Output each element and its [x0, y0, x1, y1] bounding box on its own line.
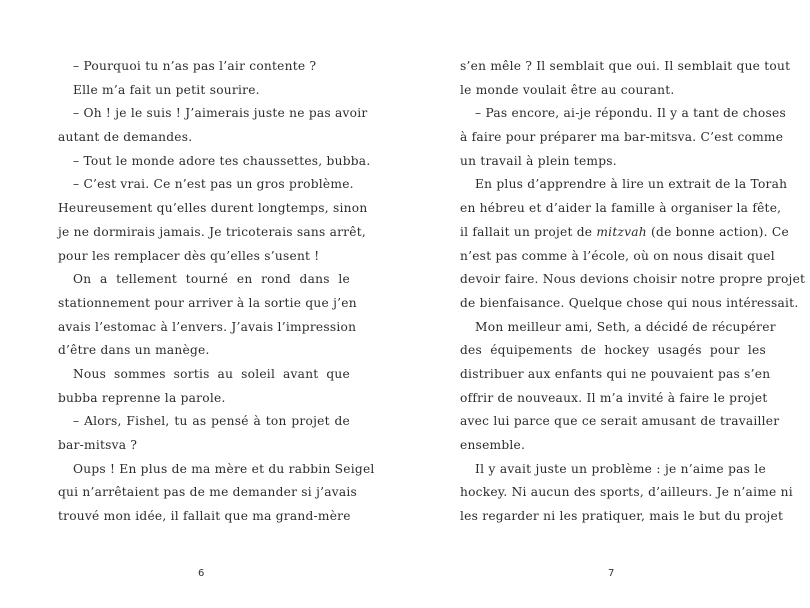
text-line: hockey. Ni aucun des sports, d’ailleurs. Je n’aime ni [460, 485, 793, 500]
text-line: qui n’arrêtaient pas de me demander si j’avais [58, 485, 358, 500]
text-line: Elle m’a fait un petit sourire. [73, 82, 260, 97]
text-line: – Pourquoi tu n’as pas l’air contente ? [73, 59, 317, 73]
page-number-left: 6 [198, 568, 205, 579]
italic-word: mitzvah [596, 224, 647, 239]
text-line: ensemble. [460, 438, 526, 452]
page-number-right: 7 [608, 568, 615, 579]
text-line: bubba reprenne la parole. [58, 390, 226, 405]
text-line [460, 221, 789, 245]
text-line: d’être dans un manège. [58, 343, 210, 358]
text-line: En plus d’apprendre à lire un extrait de la Torah [475, 177, 788, 192]
text-line: – C’est vrai. Ce n’est pas un gros problème. [73, 177, 354, 192]
text-line: autant de demandes. [58, 130, 193, 145]
text-line: offrir de nouveaux. Il m’a invité à faire le projet [460, 390, 768, 405]
text-line: Il y avait juste un problème : je n’aime pas le [475, 461, 766, 476]
text-line: n’est pas comme à l’école, où on nous disait quel [460, 248, 775, 263]
text-line-segment: il fallait un projet de [460, 224, 597, 239]
text-line: je ne dormirais jamais. Je tricoterais sans arrêt, [58, 224, 366, 239]
text-line: distribuer aux enfants qui ne pouvaient pas s’en [460, 366, 771, 381]
right-page [405, 0, 810, 608]
text-line: des équipements de hockey usagés pour les [460, 343, 766, 358]
text-line: – Alors, Fishel, tu as pensé à ton projet de [73, 414, 350, 429]
text-line: pour les remplacer dès qu’elles s’usent ! [58, 248, 320, 263]
text-line: un travail à plein temps. [460, 153, 617, 168]
text-line: à faire pour préparer ma bar-mitsva. C’est comme [460, 130, 784, 145]
text-line: On a tellement tourné en rond dans le [73, 272, 350, 287]
text-line: devoir faire. Nous devions choisir notre propre projet [460, 272, 806, 287]
text-line: les regarder ni les pratiquer, mais le but du projet [460, 509, 784, 524]
text-line: stationnement pour arriver à la sortie que j’en [58, 295, 357, 310]
text-line: Oups ! En plus de ma mère et du rabbin Seigel [73, 461, 375, 476]
text-line: bar-mitsva ? [58, 438, 138, 452]
text-line: avais l’estomac à l’envers. J’avais l’impression [58, 319, 357, 334]
text-line: de bienfaisance. Quelque chose qui nous intéressait. [460, 295, 799, 310]
text-line: s’en mêle ? Il semblait que oui. Il semblait que tout [460, 59, 791, 73]
left-page-text [58, 55, 375, 529]
right-page-text [460, 55, 806, 529]
text-line: avec lui parce que ce serait amusant de travailler [460, 414, 780, 429]
text-line: – Pas encore, ai-je répondu. Il y a tant de choses [475, 106, 786, 121]
text-line: Heureusement qu’elles durent longtemps, sinon [58, 201, 368, 216]
text-line: trouvé mon idée, il fallait que ma grand-mère [58, 509, 351, 524]
text-line: en hébreu et d’aider la famille à organiser la fête, [460, 201, 782, 216]
text-line: le monde voulait être au courant. [460, 82, 675, 97]
text-line: – Oh ! je le suis ! J’aimerais juste ne pas avoir [73, 106, 368, 121]
text-line: – Tout le monde adore tes chaussettes, bubba. [73, 153, 371, 168]
text-line: Nous sommes sortis au soleil avant que [73, 366, 350, 381]
text-line-segment: (de bonne action). Ce [646, 224, 789, 239]
text-line: Mon meilleur ami, Seth, a décidé de récupérer [475, 319, 776, 334]
